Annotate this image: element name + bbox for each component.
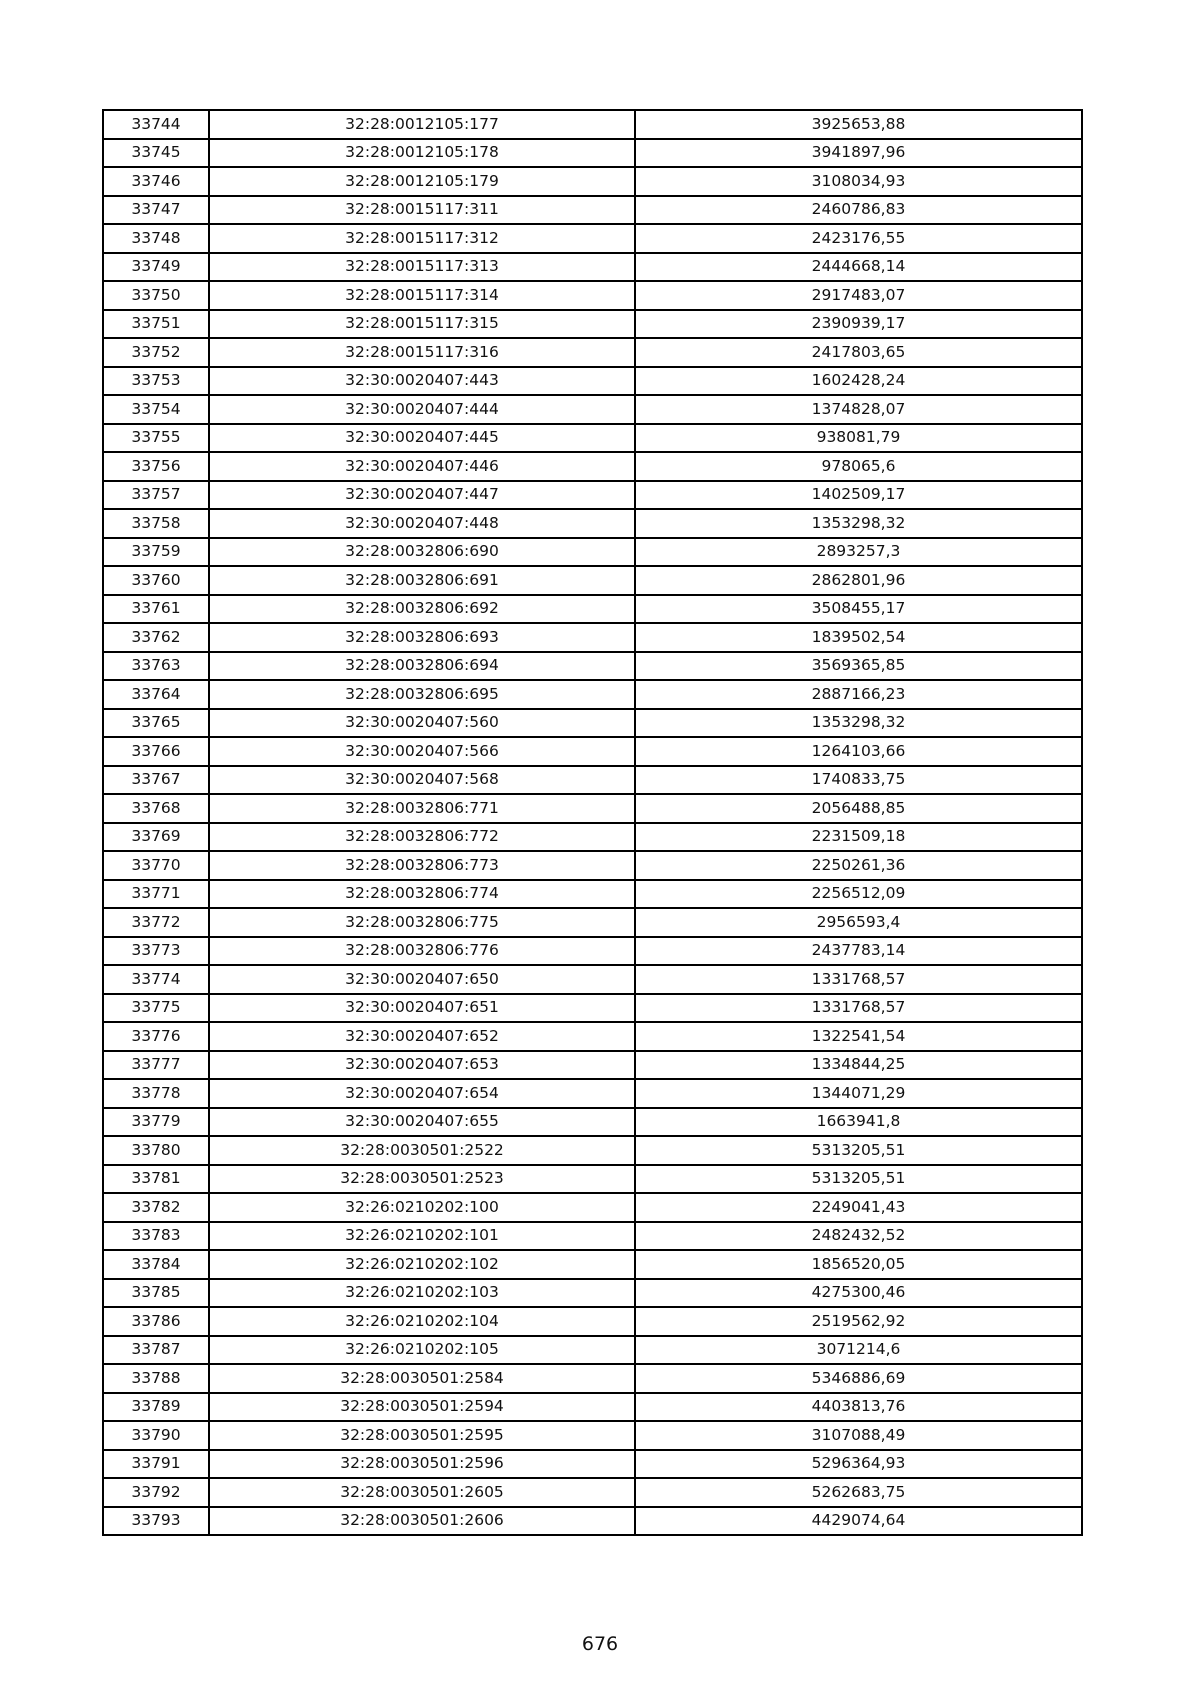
row-number-cell: 33791: [103, 1450, 209, 1479]
row-number-cell: 33792: [103, 1478, 209, 1507]
cadastral-number-cell: 32:26:0210202:101: [209, 1222, 635, 1251]
row-number-cell: 33763: [103, 652, 209, 681]
cadastral-number-cell: 32:30:0020407:651: [209, 994, 635, 1023]
value-cell: 2231509,18: [635, 823, 1082, 852]
cadastral-number-cell: 32:30:0020407:654: [209, 1079, 635, 1108]
row-number-cell: 33758: [103, 509, 209, 538]
table-row: [103, 1421, 1082, 1450]
row-number-cell: 33756: [103, 452, 209, 481]
table-row: [103, 709, 1082, 738]
value-cell: 2956593,4: [635, 908, 1082, 937]
table-row: [103, 794, 1082, 823]
value-cell: 1331768,57: [635, 994, 1082, 1023]
table-row: [103, 1478, 1082, 1507]
value-cell: 2444668,14: [635, 253, 1082, 282]
value-cell: 2250261,36: [635, 851, 1082, 880]
table-row: [103, 481, 1082, 510]
row-number-cell: 33777: [103, 1051, 209, 1080]
value-cell: 1402509,17: [635, 481, 1082, 510]
row-number-cell: 33767: [103, 766, 209, 795]
table-row: [103, 908, 1082, 937]
value-cell: 4429074,64: [635, 1507, 1082, 1536]
value-cell: 1374828,07: [635, 395, 1082, 424]
cadastral-number-cell: 32:28:0032806:693: [209, 623, 635, 652]
table-row: [103, 1393, 1082, 1422]
row-number-cell: 33745: [103, 139, 209, 168]
cadastral-number-cell: 32:28:0032806:771: [209, 794, 635, 823]
value-cell: 3071214,6: [635, 1336, 1082, 1365]
row-number-cell: 33780: [103, 1136, 209, 1165]
value-cell: 1663941,8: [635, 1108, 1082, 1137]
value-cell: 4275300,46: [635, 1279, 1082, 1308]
cadastral-number-cell: 32:30:0020407:566: [209, 737, 635, 766]
cadastral-number-cell: 32:28:0032806:776: [209, 937, 635, 966]
table-row: [103, 1307, 1082, 1336]
cadastral-number-cell: 32:28:0012105:177: [209, 110, 635, 139]
table-row: [103, 538, 1082, 567]
cadastral-number-cell: 32:30:0020407:447: [209, 481, 635, 510]
row-number-cell: 33790: [103, 1421, 209, 1450]
row-number-cell: 33755: [103, 424, 209, 453]
value-cell: 1331768,57: [635, 965, 1082, 994]
value-cell: 2460786,83: [635, 196, 1082, 225]
row-number-cell: 33768: [103, 794, 209, 823]
cadastral-number-cell: 32:26:0210202:105: [209, 1336, 635, 1365]
table-row: [103, 424, 1082, 453]
cadastral-number-cell: 32:28:0015117:316: [209, 338, 635, 367]
row-number-cell: 33764: [103, 680, 209, 709]
value-cell: 2482432,52: [635, 1222, 1082, 1251]
table-row: [103, 281, 1082, 310]
value-cell: 1839502,54: [635, 623, 1082, 652]
cadastral-number-cell: 32:28:0015117:314: [209, 281, 635, 310]
cadastral-number-cell: 32:30:0020407:655: [209, 1108, 635, 1137]
value-cell: 5313205,51: [635, 1136, 1082, 1165]
row-number-cell: 33762: [103, 623, 209, 652]
table-row: [103, 338, 1082, 367]
row-number-cell: 33751: [103, 310, 209, 339]
table-row: [103, 1336, 1082, 1365]
row-number-cell: 33779: [103, 1108, 209, 1137]
cadastral-number-cell: 32:26:0210202:102: [209, 1250, 635, 1279]
table-row: [103, 1051, 1082, 1080]
table-row: [103, 766, 1082, 795]
table-row: [103, 737, 1082, 766]
table-row: [103, 566, 1082, 595]
table-row: [103, 1108, 1082, 1137]
cadastral-number-cell: 32:30:0020407:446: [209, 452, 635, 481]
row-number-cell: 33747: [103, 196, 209, 225]
page-number: 676: [581, 1633, 619, 1655]
cadastral-number-cell: 32:28:0032806:775: [209, 908, 635, 937]
row-number-cell: 33774: [103, 965, 209, 994]
table-row: [103, 1136, 1082, 1165]
cadastral-number-cell: 32:28:0015117:312: [209, 224, 635, 253]
cadastral-number-cell: 32:28:0032806:691: [209, 566, 635, 595]
value-cell: 3107088,49: [635, 1421, 1082, 1450]
cadastral-number-cell: 32:30:0020407:653: [209, 1051, 635, 1080]
cadastral-number-cell: 32:28:0030501:2522: [209, 1136, 635, 1165]
value-cell: 3941897,96: [635, 139, 1082, 168]
row-number-cell: 33788: [103, 1364, 209, 1393]
cadastral-number-cell: 32:28:0030501:2596: [209, 1450, 635, 1479]
table-row: [103, 1022, 1082, 1051]
value-cell: 1602428,24: [635, 367, 1082, 396]
table-row: [103, 196, 1082, 225]
row-number-cell: 33757: [103, 481, 209, 510]
value-cell: 2249041,43: [635, 1193, 1082, 1222]
value-cell: 1856520,05: [635, 1250, 1082, 1279]
row-number-cell: 33766: [103, 737, 209, 766]
table-row: [103, 937, 1082, 966]
table-row: [103, 1193, 1082, 1222]
table-row: [103, 851, 1082, 880]
row-number-cell: 33748: [103, 224, 209, 253]
cadastral-number-cell: 32:28:0012105:178: [209, 139, 635, 168]
cadastral-number-cell: 32:30:0020407:568: [209, 766, 635, 795]
table-row: [103, 652, 1082, 681]
cadastral-number-cell: 32:28:0032806:694: [209, 652, 635, 681]
table-row: [103, 595, 1082, 624]
row-number-cell: 33769: [103, 823, 209, 852]
value-cell: 1264103,66: [635, 737, 1082, 766]
table-row: [103, 167, 1082, 196]
value-cell: 938081,79: [635, 424, 1082, 453]
cadastral-number-cell: 32:28:0015117:315: [209, 310, 635, 339]
table-row: [103, 1165, 1082, 1194]
row-number-cell: 33789: [103, 1393, 209, 1422]
table-row: [103, 310, 1082, 339]
row-number-cell: 33793: [103, 1507, 209, 1536]
value-cell: 1334844,25: [635, 1051, 1082, 1080]
cadastral-number-cell: 32:28:0032806:774: [209, 880, 635, 909]
value-cell: 2390939,17: [635, 310, 1082, 339]
cadastral-number-cell: 32:30:0020407:560: [209, 709, 635, 738]
row-number-cell: 33754: [103, 395, 209, 424]
value-cell: 2862801,96: [635, 566, 1082, 595]
row-number-cell: 33746: [103, 167, 209, 196]
value-cell: 5313205,51: [635, 1165, 1082, 1194]
value-cell: 3925653,88: [635, 110, 1082, 139]
value-cell: 1344071,29: [635, 1079, 1082, 1108]
cadastral-number-cell: 32:26:0210202:103: [209, 1279, 635, 1308]
value-cell: 4403813,76: [635, 1393, 1082, 1422]
row-number-cell: 33770: [103, 851, 209, 880]
table-row: [103, 1279, 1082, 1308]
cadastral-number-cell: 32:30:0020407:444: [209, 395, 635, 424]
cadastral-number-cell: 32:26:0210202:100: [209, 1193, 635, 1222]
row-number-cell: 33753: [103, 367, 209, 396]
value-cell: 3569365,85: [635, 652, 1082, 681]
cadastral-table: [102, 109, 1083, 1536]
value-cell: 2423176,55: [635, 224, 1082, 253]
cadastral-number-cell: 32:26:0210202:104: [209, 1307, 635, 1336]
row-number-cell: 33776: [103, 1022, 209, 1051]
row-number-cell: 33749: [103, 253, 209, 282]
table-row: [103, 1507, 1082, 1536]
value-cell: 2056488,85: [635, 794, 1082, 823]
cadastral-number-cell: 32:28:0030501:2523: [209, 1165, 635, 1194]
value-cell: 2519562,92: [635, 1307, 1082, 1336]
row-number-cell: 33786: [103, 1307, 209, 1336]
cadastral-number-cell: 32:30:0020407:443: [209, 367, 635, 396]
row-number-cell: 33744: [103, 110, 209, 139]
table-row: [103, 139, 1082, 168]
value-cell: 978065,6: [635, 452, 1082, 481]
row-number-cell: 33778: [103, 1079, 209, 1108]
value-cell: 5346886,69: [635, 1364, 1082, 1393]
table-row: [103, 1250, 1082, 1279]
row-number-cell: 33772: [103, 908, 209, 937]
table-row: [103, 880, 1082, 909]
value-cell: 1740833,75: [635, 766, 1082, 795]
cadastral-number-cell: 32:28:0030501:2605: [209, 1478, 635, 1507]
value-cell: 2437783,14: [635, 937, 1082, 966]
cadastral-number-cell: 32:28:0032806:690: [209, 538, 635, 567]
row-number-cell: 33759: [103, 538, 209, 567]
cadastral-number-cell: 32:30:0020407:445: [209, 424, 635, 453]
value-cell: 2417803,65: [635, 338, 1082, 367]
value-cell: 2256512,09: [635, 880, 1082, 909]
value-cell: 2893257,3: [635, 538, 1082, 567]
row-number-cell: 33775: [103, 994, 209, 1023]
table-row: [103, 452, 1082, 481]
cadastral-number-cell: 32:28:0015117:311: [209, 196, 635, 225]
cadastral-number-cell: 32:28:0030501:2606: [209, 1507, 635, 1536]
table-row: [103, 1222, 1082, 1251]
table-row: [103, 680, 1082, 709]
value-cell: 2917483,07: [635, 281, 1082, 310]
cadastral-number-cell: 32:28:0032806:772: [209, 823, 635, 852]
table-row: [103, 367, 1082, 396]
cadastral-number-cell: 32:30:0020407:652: [209, 1022, 635, 1051]
cadastral-number-cell: 32:28:0015117:313: [209, 253, 635, 282]
cadastral-number-cell: 32:28:0032806:695: [209, 680, 635, 709]
table-row: [103, 994, 1082, 1023]
table-row: [103, 395, 1082, 424]
row-number-cell: 33760: [103, 566, 209, 595]
row-number-cell: 33761: [103, 595, 209, 624]
cadastral-number-cell: 32:30:0020407:650: [209, 965, 635, 994]
table-body: [103, 110, 1082, 1535]
table-row: [103, 110, 1082, 139]
table-row: [103, 224, 1082, 253]
table-row: [103, 509, 1082, 538]
row-number-cell: 33787: [103, 1336, 209, 1365]
cadastral-number-cell: 32:28:0030501:2594: [209, 1393, 635, 1422]
value-cell: 1322541,54: [635, 1022, 1082, 1051]
cadastral-number-cell: 32:28:0032806:773: [209, 851, 635, 880]
cadastral-number-cell: 32:30:0020407:448: [209, 509, 635, 538]
cadastral-number-cell: 32:28:0032806:692: [209, 595, 635, 624]
row-number-cell: 33783: [103, 1222, 209, 1251]
table-row: [103, 965, 1082, 994]
cadastral-number-cell: 32:28:0012105:179: [209, 167, 635, 196]
table-row: [103, 623, 1082, 652]
table-row: [103, 1450, 1082, 1479]
row-number-cell: 33782: [103, 1193, 209, 1222]
value-cell: 2887166,23: [635, 680, 1082, 709]
cadastral-number-cell: 32:28:0030501:2595: [209, 1421, 635, 1450]
value-cell: 1353298,32: [635, 709, 1082, 738]
row-number-cell: 33752: [103, 338, 209, 367]
value-cell: 5262683,75: [635, 1478, 1082, 1507]
row-number-cell: 33781: [103, 1165, 209, 1194]
row-number-cell: 33765: [103, 709, 209, 738]
value-cell: 1353298,32: [635, 509, 1082, 538]
row-number-cell: 33773: [103, 937, 209, 966]
row-number-cell: 33785: [103, 1279, 209, 1308]
cadastral-number-cell: 32:28:0030501:2584: [209, 1364, 635, 1393]
table-row: [103, 823, 1082, 852]
value-cell: 3108034,93: [635, 167, 1082, 196]
value-cell: 5296364,93: [635, 1450, 1082, 1479]
row-number-cell: 33771: [103, 880, 209, 909]
value-cell: 3508455,17: [635, 595, 1082, 624]
row-number-cell: 33784: [103, 1250, 209, 1279]
table-row: [103, 1364, 1082, 1393]
table-row: [103, 253, 1082, 282]
table-row: [103, 1079, 1082, 1108]
row-number-cell: 33750: [103, 281, 209, 310]
